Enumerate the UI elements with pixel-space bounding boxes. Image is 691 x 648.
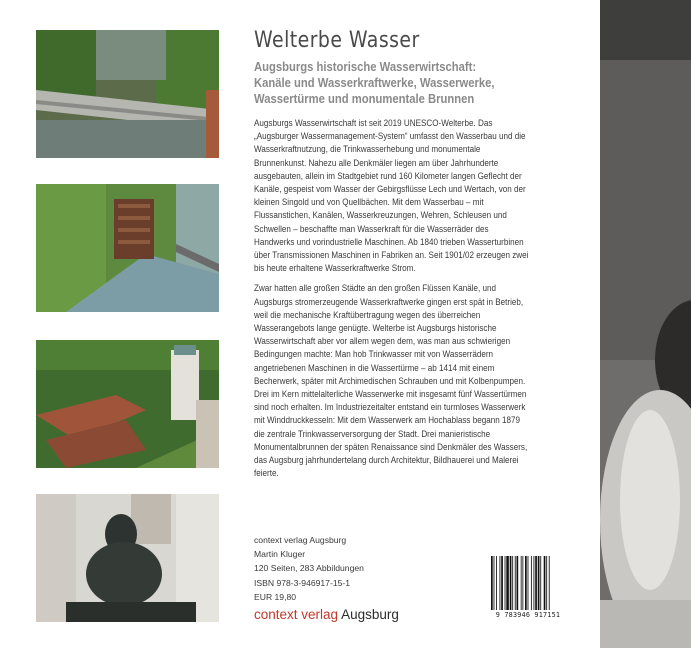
subtitle-line: Wassertürme und monumentale Brunnen [254, 92, 475, 106]
barcode-digits: 9 783946 917151 [495, 611, 561, 619]
book-meta [254, 533, 364, 604]
pages-line: 120 Seiten, 283 Abbildungen [254, 563, 364, 574]
subtitle-line: Kanäle und Wasserkraftwerke, Wasserwerke, [254, 76, 495, 90]
blurb-paragraph: Zwar hatten alle großen Städte an den großen Flüssen Kanäle, und Augsburgs stromerzeugende Wasserkraftwerke gingen erst spät in Betrieb, weil die mechanische Kraftübertragung wegen des überreichen Wasserangebots lange genügte. Welterbe ist Augsburgs historische Wasserwirtschaft aber vor allem wegen dem, was man aus schwierigen Bedingungen machte: Man hob Trinkwasser mit von Wasserrädern angetriebenen Maschinen in die Wassertürme – ab 1414 mit einem Becherwerk, später mit Archimedischen Schrauben und mit Kolbenpumpen. Drei im Kern mittelalterliche Wasserwerke mit insgesamt fünf Wassertürmen sind noch erhalten. Im Industriezeitalter entstand ein turmloses Wasserwerk mit Winddruckkesseln: Mit dem Wasserwerk am Hochablass begann 1879 die zentrale Trinkwasserversorgung der Stadt. Drei manieristische Monumentalbrunnen der späten Renaissance sind Denkmäler des Wassers, das Augsburg jahrhundertelang durch Architektur, Bildhauerei und Malerei feierte. [254, 283, 528, 479]
author-line: Martin Kluger [254, 549, 306, 560]
cover-edge-photo [600, 0, 691, 648]
blurb-paragraph: Augsburgs Wasserwirtschaft ist seit 2019 UNESCO-Welterbe. Das „Augsburger Wassermanagement-System“ umfasst den Wasserbau und die Wasserkraftnutzung, die Trinkwasserhebung und monumentale Brunnenkunst. Nahezu alle Denkmäler liegen am über Jahrhunderte ausgebauten, allein im Stadtgebiet rund 160 Kilometer langen Geflecht der Kanäle, gespeist vom Wasser der Gebirgsflüsse Lech und Wertach, von der kleinen Singold und von Quellbächen. Mit dem Wasserbau – mit Flussanstichen, Kanälen, Wasserkreuzungen, Wehren, Schleusen und Schwellen – beschaffte man Wasserkraft für die Wasserräder des Handwerks und vorindustrielle Maschinen. Ab 1840 trieben Wasserturbinen über Transmissionen Maschinen in Fabriken an. Seit 1901/02 erzeugen zwei bis heute erhaltene Wasserkraftwerke Strom. [254, 118, 529, 274]
publisher-logo-text [254, 607, 399, 622]
photo-bronze-fountain-sculpture [36, 494, 219, 622]
blurb-text [254, 117, 532, 487]
photo-water-towers-aerial [36, 340, 219, 468]
book-title: Welterbe Wasser [254, 28, 420, 53]
subtitle-line: Augsburgs historische Wasserwirtschaft: [254, 60, 477, 74]
photo-weir-canal [36, 30, 219, 158]
brand-part-augsburg: Augsburg [341, 607, 399, 622]
isbn-line: ISBN 978-3-946917-15-1 [254, 577, 351, 588]
book-subtitle [254, 59, 524, 107]
price-line: EUR 19,80 [254, 591, 297, 602]
photo-waterwheel-canal [36, 184, 219, 312]
publisher-line: context verlag Augsburg [254, 535, 347, 545]
brand-part-context: context verlag [254, 607, 339, 622]
